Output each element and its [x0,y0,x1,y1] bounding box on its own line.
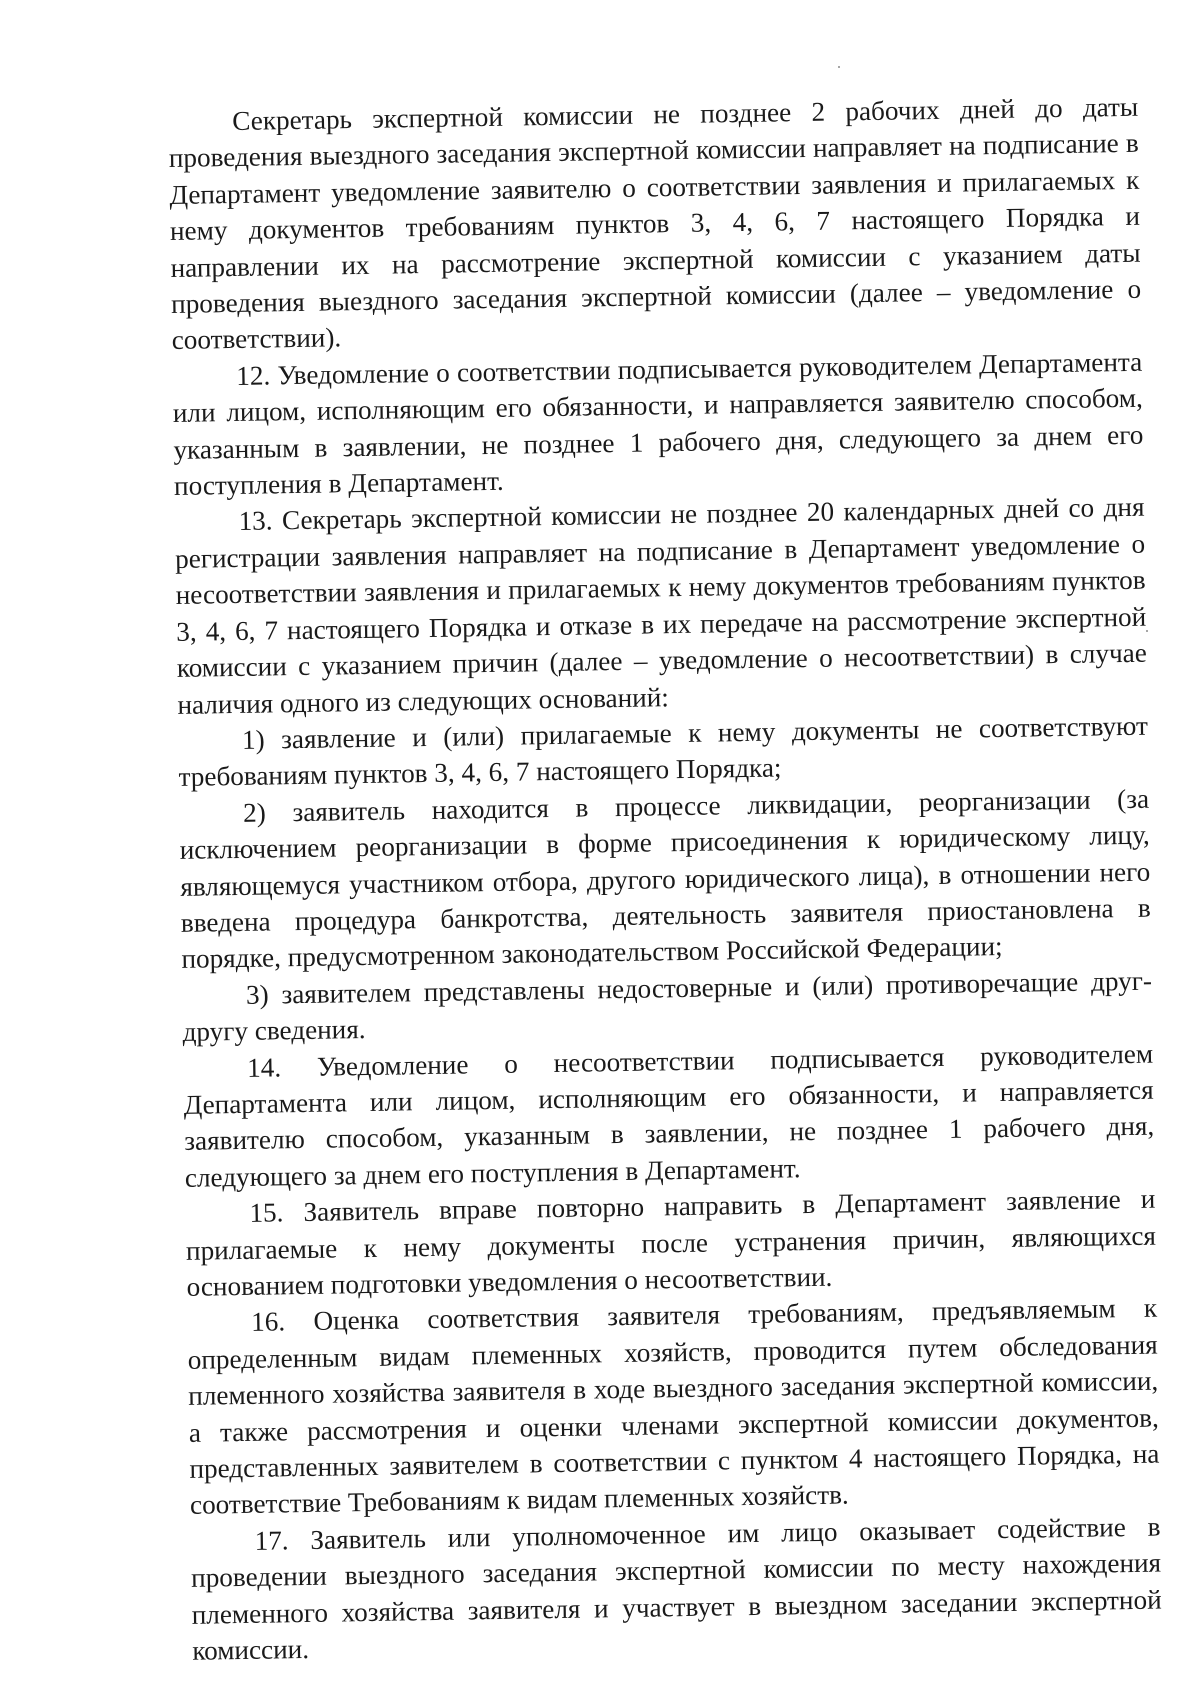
paragraph-16: 16. Оценка соответствия заявителя требованиям, предъявляемым к определенным видам племенных хозяйств, проводится путем обследования племенного хозяйства заявителя в ходе выездного заседания экспертной комиссии, а также рассмотрения и оценки членами экспертной комиссии документов, представленных заявителем в соответствии с пунктом 4 настоящего Порядка, на соответствие Требованиям к видам племенных хозяйств. [187,1293,1160,1521]
paragraph-13-item-1: 1) заявление и (или) прилагаемые к нему документы не соответствуют требованиям пунктов 3, 4, 6, 7 настоящего Порядка; [178,710,1149,793]
paragraph-13: 13. Секретарь экспертной комиссии не позднее 20 календарных дней со дня регистрации заявления направляет на подписание в Департамент уведомление о несоответствии заявления и прилагаемых к нему документов требованиям пунктов 3, 4, 6, 7 настоящего Порядка и отказе в их передаче на рассмотрение экспертной комиссии с указанием причин (далее – уведомление о несоответствии) в случае наличия одного из следующих оснований: [174,492,1147,720]
paragraph-17: 17. Заявитель или уполномоченное им лицо оказывает содействие в проведении выездного заседания экспертной комиссии по месту нахождения племенного хозяйства заявителя и участвует в выездном заседании экспертной комиссии. [190,1511,1162,1666]
paragraph-13-item-2: 2) заявитель находится в процессе ликвидации, реорганизации (за исключением реорганизации в форме присоединения к юридическому лицу, являющемуся участником отбора, другого юридического лица), в отношении него введена процедура банкротства, деятельность заявителя приостановлена в порядке, предусмотренном законодательством Российской Федерации; [179,783,1151,975]
paragraph-12: 12. Уведомление о соответствии подписывается руководителем Департамента или лицом, исполняющим его обязанности, и направляется заявителю способом, указанным в заявлении, не позднее 1 рабочего дня, следующего за днем его поступления в Департамент. [172,346,1144,502]
paragraph-14: 14. Уведомление о несоответствии подписывается руководителем Департамента или лицом, исполняющим его обязанности, и направляется заявителю способом, указанным в заявлении, не позднее 1 рабочего дня, следующего за днем его поступления в Департамент. [183,1038,1155,1193]
paragraph-15: 15. Заявитель вправе повторно направить в Департамент заявление и прилагаемые к нему документы после устранения причин, являющихся основанием подготовки уведомления о несоответствии. [185,1183,1157,1302]
paragraph-13-item-3: 3) заявителем представлены недостоверные и (или) противоречащие друг-другу сведения. [182,965,1153,1048]
document-body [168,89,1162,1670]
scan-speck [838,66,840,68]
paragraph-secretary-notice: Секретарь экспертной комиссии не позднее 2 рабочих дней до даты проведения выездного заседания экспертной комиссии направляет на подписание в Департамент уведомление заявителю о соответствии заявления и прилагаемых к нему документов требованиям пунктов 3, 4, 6, 7 настоящего Порядка и направлении их на рассмотрение экспертной комиссии с указанием даты проведения выездного заседания экспертной комиссии (далее – уведомление о соответствии). [168,91,1142,356]
